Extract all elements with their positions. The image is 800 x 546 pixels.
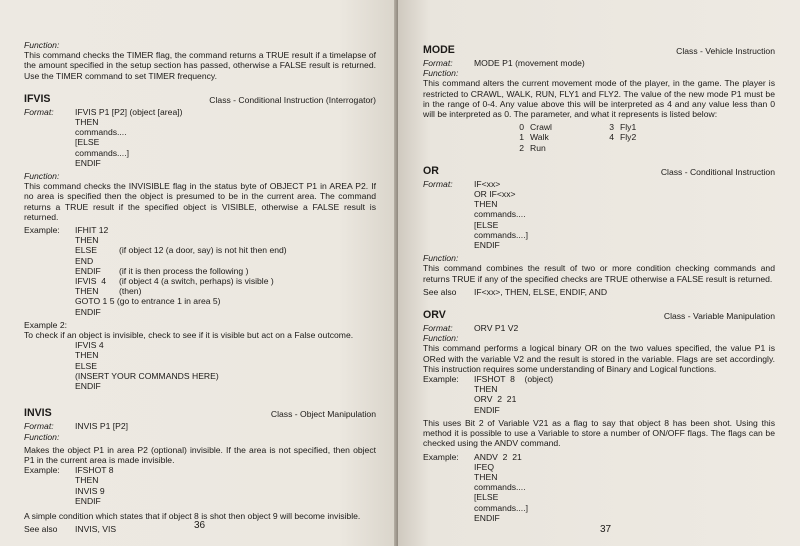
orv-example-line: ENDIF xyxy=(474,404,500,415)
orv-note: This uses Bit 2 of Variable V21 as a flag to say that object 8 has been shot. Using this method it is possible to use a Variable to store a number of ON/OFF flags. The flags can be checked using the ANDV command. xyxy=(423,417,775,449)
or-header xyxy=(423,165,775,179)
invis-example-label: Example: xyxy=(24,465,60,476)
orv-example2-label: Example: xyxy=(423,451,459,462)
or-format-line: ENDIF xyxy=(474,240,500,251)
orv-class: Class - Variable Manipulation xyxy=(663,311,775,322)
right-page-content xyxy=(423,40,775,523)
ifvis-example-line: IFHIT 12 xyxy=(75,225,109,236)
ifvis-title: IFVIS xyxy=(24,92,51,105)
mode-class: Class - Vehicle Instruction xyxy=(676,46,775,56)
left-page-content xyxy=(24,40,376,534)
or-format-line: THEN xyxy=(474,199,498,210)
ifvis-example2-line: ELSE xyxy=(75,360,97,371)
invis-format-text: INVIS P1 [P2] xyxy=(75,421,129,432)
ifvis-example2-line: THEN xyxy=(75,350,99,361)
orv-header xyxy=(423,309,775,323)
invis-format-label: Format: xyxy=(24,421,54,432)
or-format-line: IF<xx> xyxy=(474,178,501,189)
or-format-line: commands....] xyxy=(474,229,528,240)
invis-see-text: INVIS, VIS xyxy=(75,524,117,535)
right-page xyxy=(398,0,800,546)
orv-function-text: This command performs a logical binary OR on the two values specified, the value P1 is ORed with the variable V2 and the result is stored in the variable. Flags are set accordingly. This instruction requires some understanding of Binary and Logical functions. xyxy=(423,343,775,374)
intro-function-label: Function: xyxy=(24,40,60,50)
ifvis-example2-line: IFVIS 4 xyxy=(75,340,104,351)
orv-example2-line: [ELSE xyxy=(474,492,499,503)
or-class: Class - Conditional Instruction xyxy=(660,166,775,177)
invis-example-line: IFSHOT 8 xyxy=(75,465,114,476)
mode-function-label: Function: xyxy=(423,68,459,79)
orv-example2-line: commands.... xyxy=(474,482,526,493)
ifvis-example-line: GOTO 1 5 (go to entrance 1 in area 5) xyxy=(75,296,221,307)
invis-function-label: Function: xyxy=(24,431,60,442)
ifvis-example2-label: Example 2: xyxy=(24,319,67,330)
orv-example2 xyxy=(423,452,775,523)
invis-header xyxy=(24,407,376,421)
orv-example-line: THEN xyxy=(474,384,498,395)
intro-function-text: This command checks the TIMER flag, the command returns a TRUE result if a timelapse of the amount specified in the setup section has passed, otherwise a FALSE result is returned. Use the TIMER command to set TIMER frequency. xyxy=(24,50,376,81)
ifvis-class: Class - Conditional Instruction (Interrogator) xyxy=(209,94,376,105)
ifvis-example-line: IFVIS 4 (if object 4 (a switch, perhaps) is visible ) xyxy=(75,276,274,287)
mode-value-row: 2 Run xyxy=(519,142,546,153)
orv-example2-line: commands....] xyxy=(474,502,528,513)
orv-example xyxy=(423,374,775,415)
mode-format xyxy=(423,58,775,68)
orv-example-label: Example: xyxy=(423,374,459,385)
ifvis-example-line: ENDIF (if it is then process the following ) xyxy=(75,265,249,276)
ifvis-example xyxy=(24,225,376,317)
mode-format-text: MODE P1 (movement mode) xyxy=(474,58,585,68)
invis-example xyxy=(24,465,376,506)
mode-title: MODE xyxy=(423,44,455,56)
ifvis-example2-line: ENDIF xyxy=(75,381,101,392)
orv-format-text: ORV P1 V2 xyxy=(474,323,519,334)
invis-function-text: Makes the object P1 in area P2 (optional) invisible. If the area is not specified, then object P1 in the current area is made invisible. xyxy=(24,444,376,465)
ifvis-format-line: ENDIF xyxy=(75,157,101,168)
ifvis-function-text: This command checks the INVISIBLE flag in the status byte of OBJECT P1 in AREA P2. If no area is specified then the object is presumed to be in the current area. The command returns a TRUE result if the specified object is VISIBLE, otherwise a FALSE result is returned. xyxy=(24,181,376,222)
ifvis-example2-text: To check if an object is invisible, check to see if it is visible but act on a False outcome. xyxy=(24,330,354,341)
left-page xyxy=(0,0,398,546)
ifvis-example-label: Example: xyxy=(24,225,60,236)
ifvis-format xyxy=(24,107,376,168)
ifvis-format-line: [ELSE xyxy=(75,137,100,148)
orv-example-line: IFSHOT 8 (object) xyxy=(474,374,554,385)
invis-example-line: THEN xyxy=(75,475,99,486)
orv-example-line: ORV 2 21 xyxy=(474,394,517,405)
ifvis-format-line: IFVIS P1 [P2] (object [area]) xyxy=(75,106,183,117)
orv-format xyxy=(423,323,775,333)
orv-example2-line: THEN xyxy=(474,471,498,482)
mode-format-label: Format: xyxy=(423,58,453,68)
mode-value-row: 3 Fly1 xyxy=(609,122,637,133)
or-format-line: [ELSE xyxy=(474,219,499,230)
invis-format xyxy=(24,421,376,431)
mode-value-row: 1 Walk xyxy=(519,132,549,143)
or-title: OR xyxy=(423,164,439,177)
or-function-label: Function: xyxy=(423,253,459,264)
ifvis-example-line: ELSE (if object 12 (a door, say) is not hit then end) xyxy=(75,245,287,256)
ifvis-format-line: THEN xyxy=(75,117,99,128)
ifvis-format-line: commands.... xyxy=(75,127,127,138)
or-format-label: Format: xyxy=(423,178,453,189)
mode-value-row: 4 Fly2 xyxy=(609,132,637,143)
page-number-right: 37 xyxy=(600,524,612,535)
invis-note: A simple condition which states that if object 8 is shot then object 9 will become invisible. xyxy=(24,510,361,521)
invis-see-label: See also xyxy=(24,524,58,535)
ifvis-example-line: END xyxy=(75,255,94,266)
mode-value-row: 0 Crawl xyxy=(519,122,552,133)
orv-example2-line: ANDV 2 21 xyxy=(474,451,522,462)
orv-function-label: Function: xyxy=(423,333,459,344)
mode-values-table xyxy=(423,122,775,153)
orv-example2-line: IFEQ xyxy=(474,461,495,472)
ifvis-example2-line: (INSERT YOUR COMMANDS HERE) xyxy=(75,370,219,381)
orv-format-label: Format: xyxy=(423,323,453,334)
ifvis-example-line: THEN xyxy=(75,235,99,246)
orv-example2-line: ENDIF xyxy=(474,512,500,523)
or-format-line: commands.... xyxy=(474,209,526,220)
invis-example-line: ENDIF xyxy=(75,495,101,506)
invis-title: INVIS xyxy=(24,407,52,420)
or-format-line: OR IF<xx> xyxy=(474,189,516,200)
invis-example-line: INVIS 9 xyxy=(75,485,105,496)
ifvis-example-line: THEN (then) xyxy=(75,286,142,297)
invis-class: Class - Object Manipulation xyxy=(270,409,376,420)
mode-header xyxy=(423,44,775,58)
or-format xyxy=(423,179,775,250)
ifvis-format-line: commands....] xyxy=(75,147,129,158)
ifvis-example-line: ENDIF xyxy=(75,306,101,317)
or-see-label: See also xyxy=(423,286,457,297)
or-see-also xyxy=(423,287,775,297)
ifvis-function-label: Function: xyxy=(24,171,60,182)
or-see-text: IF<xx>, THEN, ELSE, ENDIF, AND xyxy=(474,286,608,297)
or-function-text: This command combines the result of two or more condition checking commands and returns TRUE if any of the specified checks are TRUE otherwise a FALSE result is returned. xyxy=(423,263,775,284)
ifvis-format-label: Format: xyxy=(24,106,54,117)
ifvis-header xyxy=(24,93,376,107)
orv-title: ORV xyxy=(423,309,446,322)
page-number-left: 36 xyxy=(194,520,206,531)
mode-function-text: This command alters the current movement mode of the player, in the game. The player is restricted to CRAWL, WALK, RUN, FLY1 and FLY2. The value of the new mode P1 must be in the range of 0-4. Any value above this will be interpreted as 4 and any value less than 0 will be interpreted as 0. The parameter, and what it represents is listed below: xyxy=(423,78,775,120)
